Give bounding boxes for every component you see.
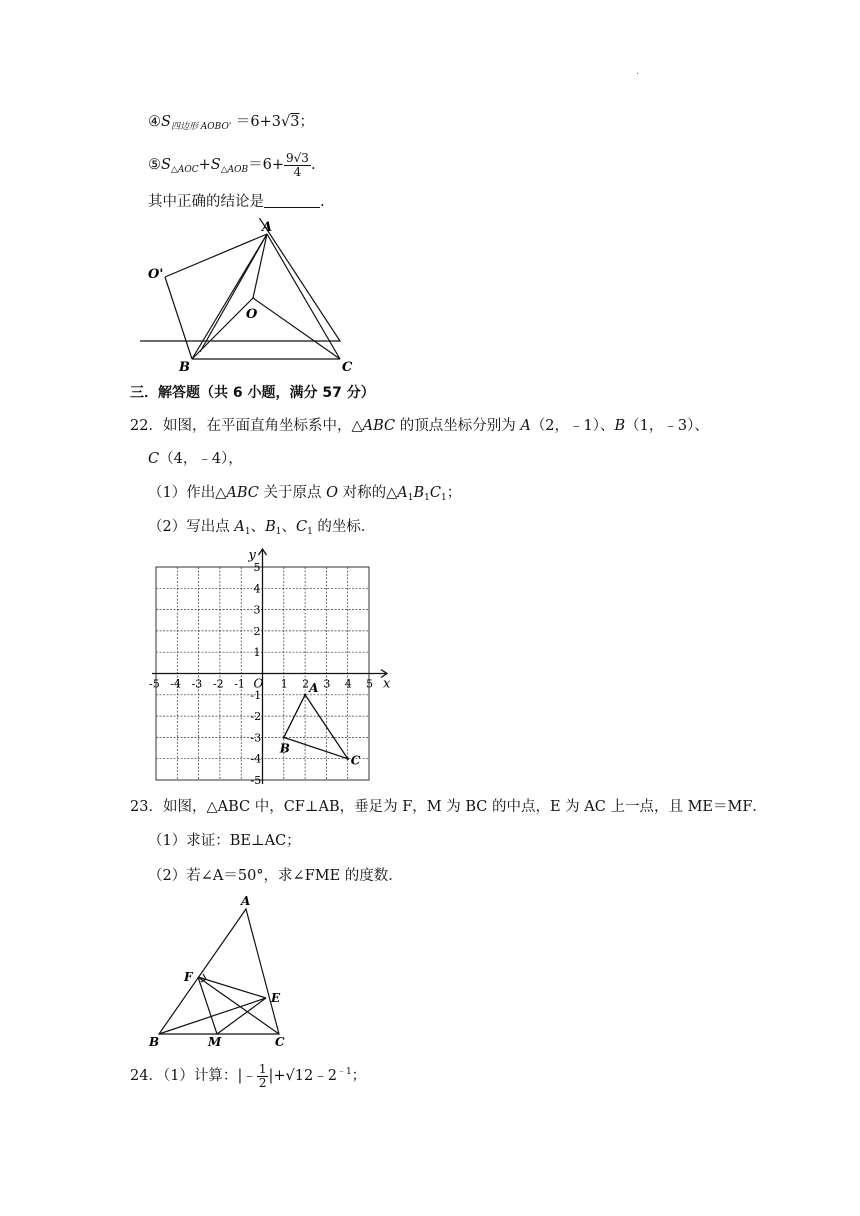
x-axis-label: x (383, 676, 390, 692)
segment-ao (253, 234, 267, 298)
y-tick-label: -2 (250, 710, 262, 724)
axes (152, 549, 387, 784)
y-tick-label: -3 (250, 731, 262, 745)
item-5: $⑤S_{\triangle AOC}+S_{\triangle AOB}=6+$ $\frac{9√3}{4}$ . (148, 150, 316, 179)
label-a: A (262, 220, 273, 235)
segment-fm (198, 977, 217, 1034)
segment-cf (198, 977, 279, 1034)
q23-part1: （1）求证：BE⊥AC； (148, 833, 301, 849)
circle-number-4: ④ (148, 114, 161, 130)
x-tick-label: 4 (344, 677, 352, 691)
label-b: B (149, 1035, 160, 1049)
figure-21 (140, 218, 370, 376)
y-tick-label: 1 (253, 646, 261, 660)
label-m: M (208, 1035, 222, 1049)
y-tick-label: 2 (253, 624, 261, 638)
coordinate-grid-figure (140, 540, 390, 785)
top-mark: . (636, 66, 640, 77)
label-f: F (184, 970, 193, 984)
triangle-abc (159, 909, 279, 1034)
y-axis-label: y (248, 548, 256, 563)
triangle-marks (279, 681, 361, 768)
absolute-value: |﹣ $\frac{1}{2}$ | (237, 1061, 274, 1090)
q22-line1: 22．如图，在平面直角坐标系中，△ABC 的顶点坐标分别为 A（2，﹣1）、B（1，﹣3）、 (130, 418, 709, 434)
x-tick-label: 1 (280, 677, 288, 691)
q23-part2: （2）若∠A＝50°，求∠FME 的度数． (148, 868, 403, 884)
point-b (283, 736, 285, 738)
answer-blank (264, 193, 320, 208)
q22-part1: （1）作出△ABC 关于原点 O 对称的$\triangle A_1B_1C_1$； (148, 485, 462, 503)
label-a: A (241, 894, 251, 908)
y-tick-label: 5 (253, 561, 261, 574)
x-tick-label: -5 (149, 677, 160, 691)
area-subscript: 四边形 AOBO' (170, 122, 232, 132)
segment-be (159, 998, 266, 1034)
triangle-abc (284, 695, 348, 759)
section-3-heading: 三．解答题（共 6 小题，满分 57 分） (130, 385, 375, 401)
x-tick-label: 5 (366, 677, 373, 691)
x-tick-label: -1 (234, 677, 245, 691)
x-tick-label: -3 (191, 677, 203, 691)
origin-label: O (253, 676, 264, 691)
segment-inner (200, 234, 267, 352)
y-tick-label: -5 (250, 774, 262, 785)
y-tick-label: 3 (253, 603, 261, 617)
point-label-b: B (279, 741, 290, 756)
segment-ac (267, 234, 340, 359)
radical: √3 (281, 114, 300, 130)
y-tick-label: -1 (250, 688, 262, 702)
label-o-prime: O' (148, 267, 164, 282)
segment-me (217, 998, 266, 1034)
segment-oc (253, 298, 340, 359)
segment-fe (198, 977, 266, 998)
circle-number-5: ⑤ (148, 157, 161, 173)
figure-23 (140, 890, 300, 1050)
y-tick-label: 4 (253, 582, 261, 596)
area-symbol: S (161, 114, 171, 130)
equation-part: ＝6+3 (235, 114, 282, 130)
point-label-a: A (309, 680, 319, 695)
conclusion-line: 其中正确的结论是 . (148, 194, 325, 210)
label-c: C (342, 360, 353, 375)
label-e: E (271, 991, 281, 1005)
x-tick-label: -2 (212, 677, 224, 691)
label-o: O (246, 307, 258, 322)
x-tick-label: 2 (302, 677, 310, 691)
x-tick-label: 3 (323, 677, 331, 691)
item-4: $④S_{四边形 AOBO'} =6+3√3$； (148, 114, 315, 132)
q23-line1: 23．如图，△ABC 中，CF⊥AB，垂足为 F，M 为 BC 的中点，E 为 AC 上一点，且 ME＝MF． (130, 799, 767, 815)
tick-labels (149, 548, 390, 785)
fraction: $\frac{9√3}{4}$ (286, 150, 309, 179)
label-c: C (275, 1035, 285, 1049)
point-label-c: C (350, 753, 361, 768)
label-b: B (179, 360, 190, 375)
q24-line: 24．（1）计算：|﹣ $\frac{1}{2}$ $|+√12﹣2^{﹣1}$； (130, 1061, 367, 1090)
point-a (304, 694, 306, 696)
x-tick-label: -4 (170, 677, 182, 691)
segment-ao1 (165, 234, 267, 277)
q22-line2: C（4，﹣4）， (148, 451, 243, 467)
point-c (347, 758, 349, 760)
q22-part2: （2）写出点 $A_1$、$B_1$、$C_1$ 的坐标． (148, 519, 376, 537)
y-tick-label: -4 (250, 752, 262, 766)
segment-o1b (165, 277, 192, 359)
